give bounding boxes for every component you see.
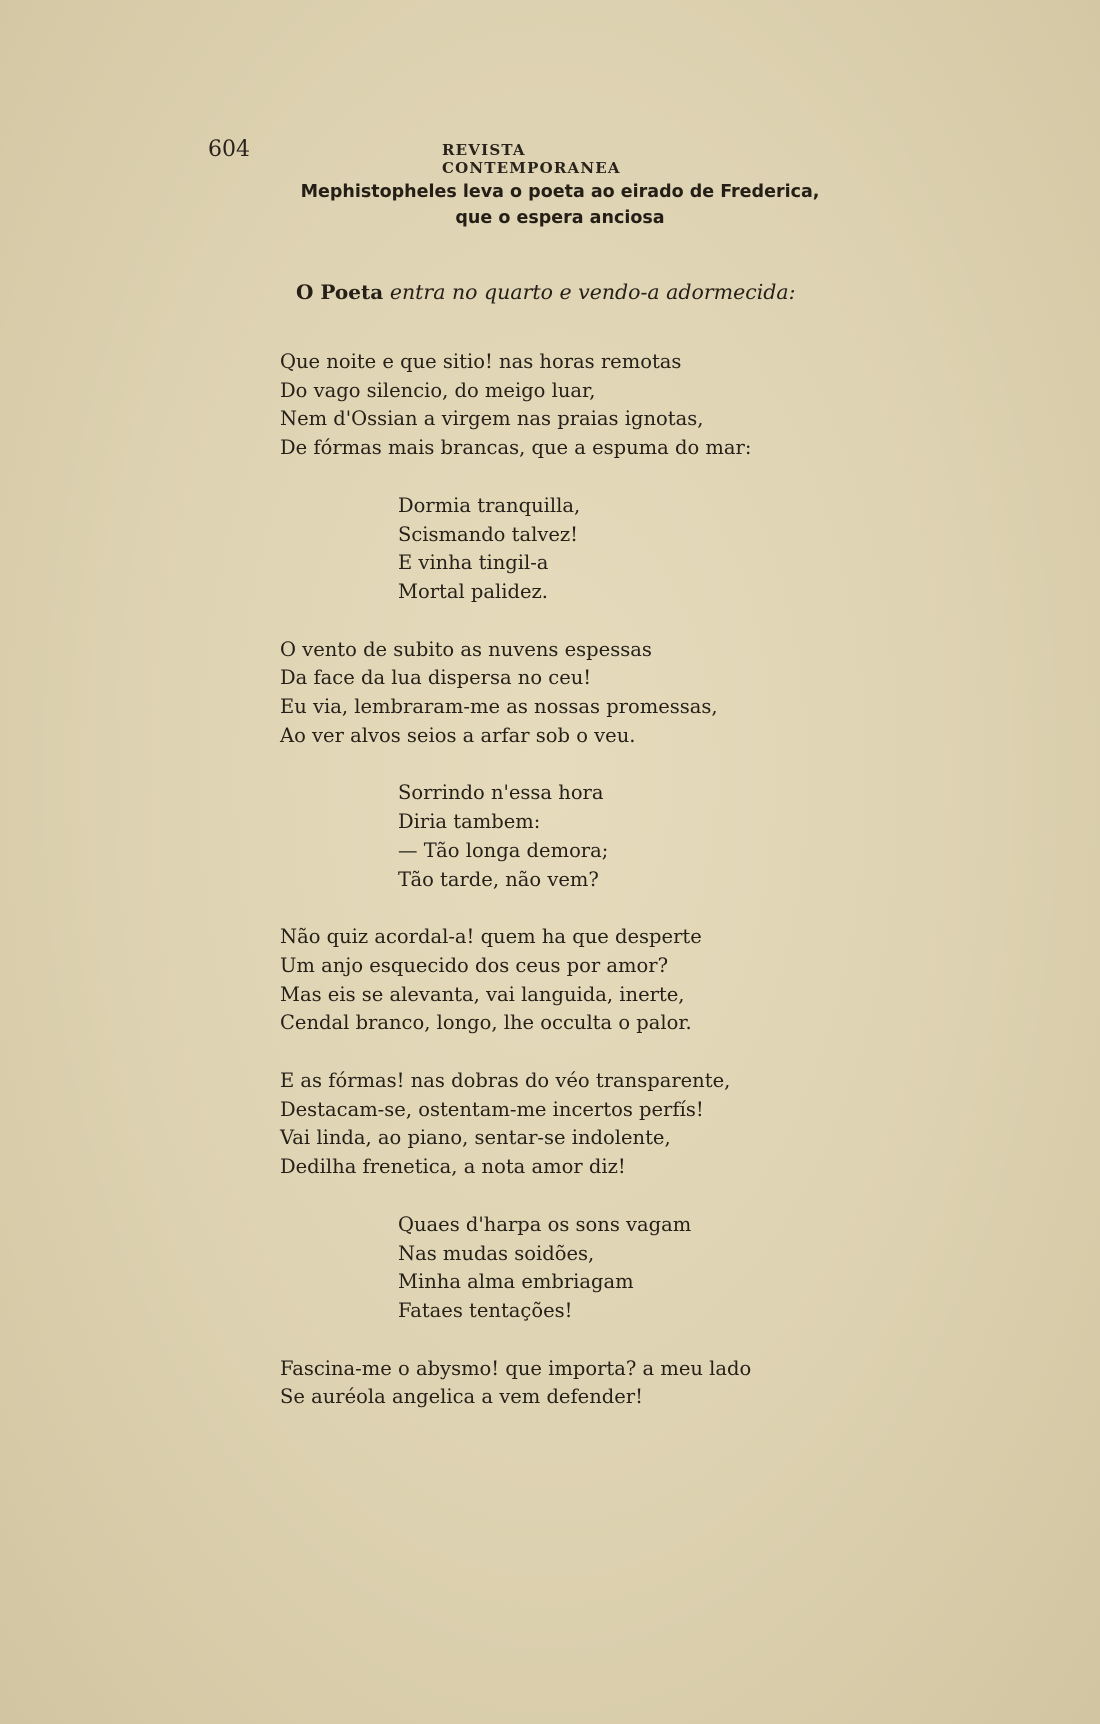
stanza xyxy=(280,348,840,463)
poem-line: Do vago silencio, do meigo luar, xyxy=(280,378,596,402)
stanza xyxy=(280,636,840,751)
stanza xyxy=(280,779,840,894)
poem-line: Minha alma embriagam xyxy=(398,1270,634,1294)
stanza xyxy=(280,1355,840,1412)
poem-line: Cendal branco, longo, lhe occulta o palor. xyxy=(280,1011,692,1035)
poem-line: Fataes tentações! xyxy=(398,1298,573,1322)
poem-line: Mas eis se alevanta, vai languida, inerte, xyxy=(280,982,685,1006)
stanza xyxy=(280,923,840,1038)
poem-line: O vento de subito as nuvens espessas xyxy=(280,637,652,661)
poem-line: Quaes d'harpa os sons vagam xyxy=(398,1212,692,1236)
poem-line: Fascina-me o abysmo! que importa? a meu lado xyxy=(280,1356,752,1380)
poem-line: De fórmas mais brancas, que a espuma do mar: xyxy=(280,436,752,460)
poem-line: Da face da lua dispersa no ceu! xyxy=(280,666,592,690)
poem-line: Se auréola angelica a vem defender! xyxy=(280,1385,643,1409)
poem-line: Dedilha frenetica, a nota amor diz! xyxy=(280,1155,626,1179)
stage-direction-line-2: que o espera anciosa xyxy=(455,208,665,228)
stanza xyxy=(280,492,840,607)
poem-line: Destacam-se, ostentam-me incertos perfís! xyxy=(280,1097,704,1121)
poem-line: Vai linda, ao piano, sentar-se indolente, xyxy=(280,1126,671,1150)
poem-line: — Tão longa demora; xyxy=(398,838,609,862)
poem-line: Não quiz acordal-a! quem ha que desperte xyxy=(280,925,702,949)
page-number: 604 xyxy=(208,137,250,162)
poem-line: Dormia tranquilla, xyxy=(398,493,581,517)
page-header xyxy=(208,137,678,177)
poem-body xyxy=(280,348,840,1441)
poem-line: Que noite e que sitio! nas horas remotas xyxy=(280,350,682,373)
poem-line: Sorrindo n'essa hora xyxy=(398,781,604,805)
speaker-action: entra no quarto e vendo-a adormecida: xyxy=(389,280,796,304)
poem-line: Nem d'Ossian a virgem nas praias ignotas, xyxy=(280,407,704,431)
poem-line: Mortal palidez. xyxy=(398,579,549,603)
poem-line: E as fórmas! nas dobras do véo transparente, xyxy=(280,1069,731,1093)
running-head: REVISTA CONTEMPORANEA xyxy=(442,141,621,177)
poem-line: Tão tarde, não vem? xyxy=(398,867,599,891)
poem-line: Scismando talvez! xyxy=(398,522,578,546)
stage-direction-line-1: Mephistopheles leva o poeta ao eirado de Frederica, xyxy=(300,182,820,202)
poem-line: Eu via, lembraram-me as nossas promessas, xyxy=(280,695,718,719)
speaker-line xyxy=(296,280,796,304)
stanza xyxy=(280,1211,840,1326)
poem-line: Diria tambem: xyxy=(398,810,541,834)
poem-line: Nas mudas soidões, xyxy=(398,1241,595,1265)
poem-line: E vinha tingil-a xyxy=(398,551,549,575)
speaker-name: O Poeta xyxy=(296,280,384,304)
stanza xyxy=(280,1067,840,1182)
poem-line: Ao ver alvos seios a arfar sob o veu. xyxy=(280,723,636,747)
poem-line: Um anjo esquecido dos ceus por amor? xyxy=(280,953,669,977)
